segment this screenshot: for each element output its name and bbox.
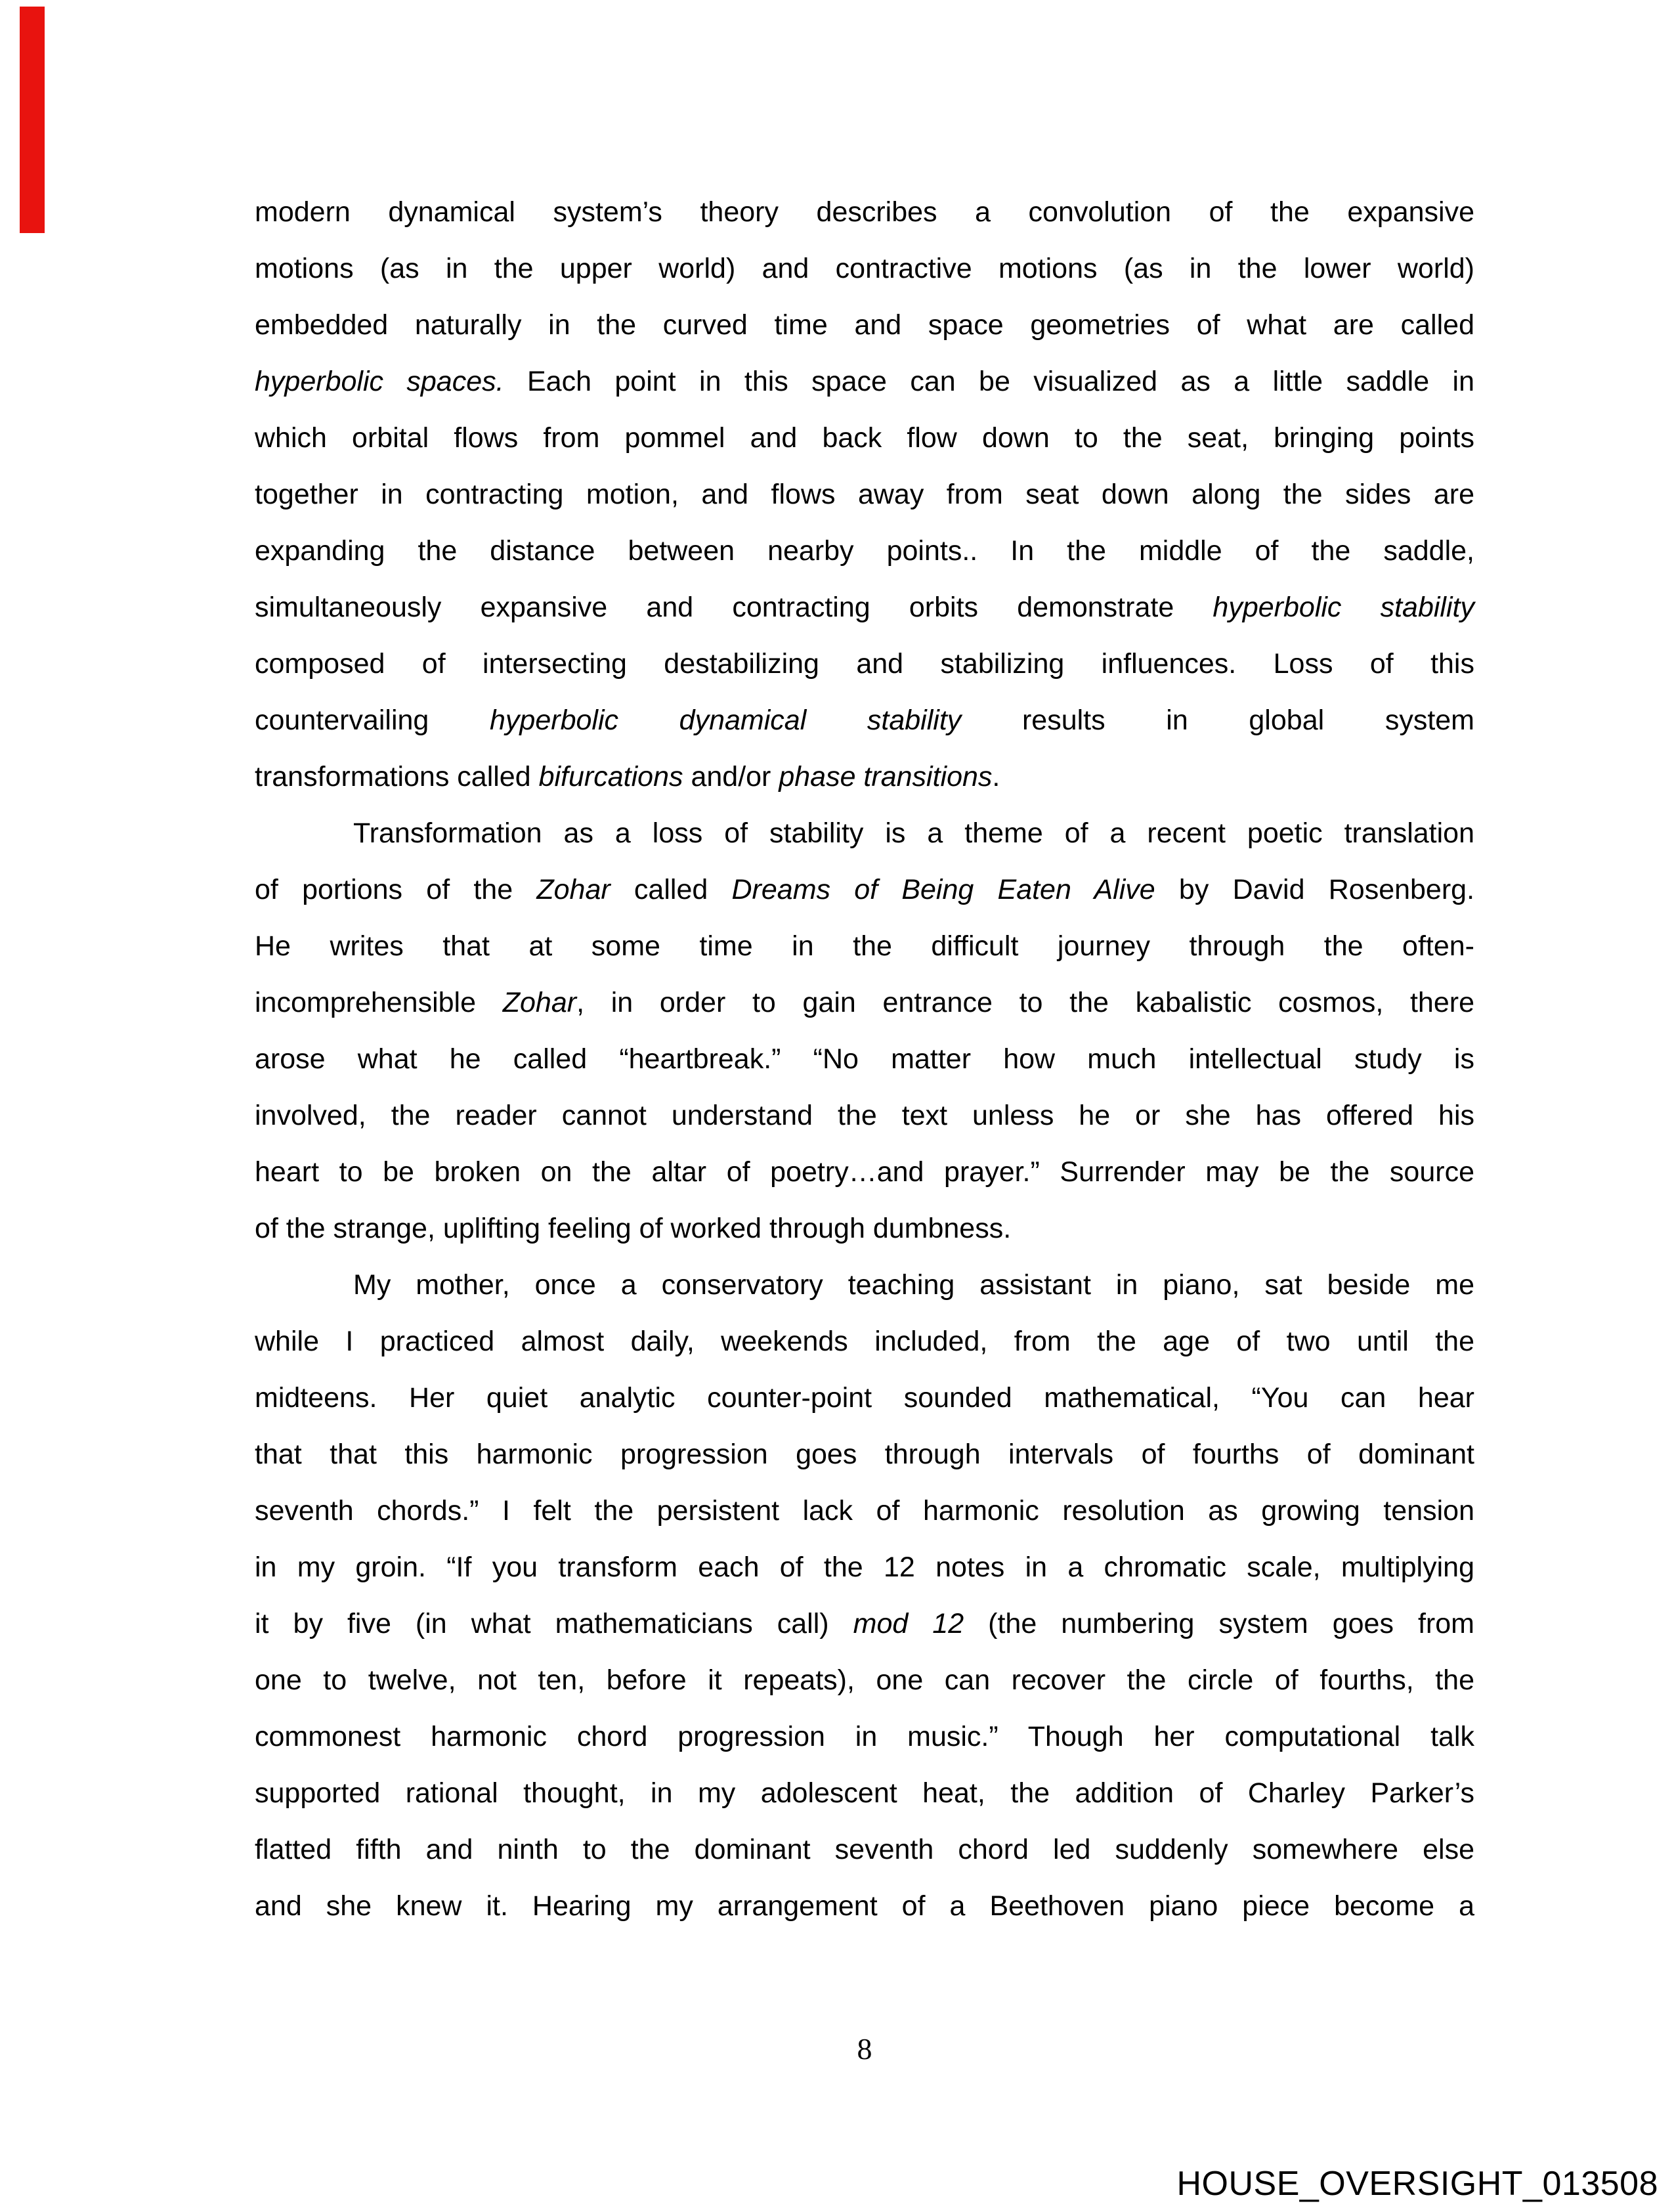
text-run: and she knew it. Hearing my arrangement of a Beethoven piano piece become a xyxy=(255,1890,1474,1922)
page-number: 8 xyxy=(857,2032,872,2066)
text-line xyxy=(255,974,1474,1031)
text-line xyxy=(255,579,1474,636)
text-line xyxy=(255,748,1474,805)
text-line xyxy=(255,692,1474,748)
text-line xyxy=(255,1539,1474,1595)
text-line xyxy=(255,1483,1474,1539)
text-run: modern dynamical system’s theory describes a convolution of the expansive xyxy=(255,196,1474,228)
text-run: and/or xyxy=(683,761,779,792)
text-run: it by five (in what mathematicians call) xyxy=(255,1608,853,1639)
text-run: midteens. Her quiet analytic counter-point sounded mathematical, “You can hear xyxy=(255,1382,1474,1414)
text-line xyxy=(255,918,1474,974)
text-run: seventh chords.” I felt the persistent lack of harmonic resolution as growing tension xyxy=(255,1495,1474,1527)
text-run: simultaneously expansive and contracting orbits demonstrate xyxy=(255,592,1213,623)
text-run: called xyxy=(610,874,732,905)
text-line xyxy=(255,1144,1474,1200)
text-run: expanding the distance between nearby points.. In the middle of the saddle, xyxy=(255,535,1474,567)
text-line xyxy=(255,1708,1474,1765)
text-line xyxy=(255,805,1474,861)
italic-text-run: Zohar xyxy=(502,987,577,1018)
text-line xyxy=(255,1595,1474,1652)
bates-stamp: HOUSE_OVERSIGHT_013508 xyxy=(1176,2165,1658,2203)
text-run: involved, the reader cannot understand the text unless he or she has offered his xyxy=(255,1100,1474,1131)
text-run: embedded naturally in the curved time and space geometries of what are called xyxy=(255,309,1474,341)
text-line xyxy=(255,297,1474,353)
italic-text-run: phase transitions xyxy=(779,761,993,792)
text-run: results in global system xyxy=(961,705,1475,736)
text-line xyxy=(255,466,1474,523)
text-line xyxy=(255,1878,1474,1934)
text-run: by David Rosenberg. xyxy=(1155,874,1475,905)
text-run: of the strange, uplifting feeling of worked through dumbness. xyxy=(255,1213,1012,1244)
text-run: , in order to gain entrance to the kabalistic cosmos, there xyxy=(576,987,1474,1018)
text-run: motions (as in the upper world) and contractive motions (as in the lower world) xyxy=(255,253,1474,284)
italic-text-run: hyperbolic stability xyxy=(1213,592,1474,623)
text-run: (the numbering system goes from xyxy=(964,1608,1474,1639)
text-line xyxy=(255,1031,1474,1087)
text-run: flatted fifth and ninth to the dominant seventh chord led suddenly somewhere else xyxy=(255,1834,1474,1865)
text-run: He writes that at some time in the difficult journey through the often- xyxy=(255,930,1474,962)
body-text xyxy=(255,184,1474,1934)
text-run: . xyxy=(992,761,1000,792)
text-line xyxy=(255,1313,1474,1370)
text-line xyxy=(255,1370,1474,1426)
text-line xyxy=(255,240,1474,297)
text-line xyxy=(255,1765,1474,1821)
italic-text-run: hyperbolic spaces. xyxy=(255,366,504,397)
text-run: which orbital flows from pommel and back flow down to the seat, bringing points xyxy=(255,422,1474,454)
text-line xyxy=(255,636,1474,692)
text-line xyxy=(255,410,1474,466)
text-line xyxy=(255,1257,1474,1313)
text-run: incomprehensible xyxy=(255,987,503,1018)
text-line xyxy=(255,184,1474,240)
italic-text-run: mod 12 xyxy=(853,1608,964,1639)
text-run: heart to be broken on the altar of poetry…and prayer.” Surrender may be the source xyxy=(255,1156,1474,1188)
text-run: arose what he called “heartbreak.” “No matter how much intellectual study is xyxy=(255,1043,1474,1075)
text-line xyxy=(255,1652,1474,1708)
text-line xyxy=(255,1087,1474,1144)
text-line xyxy=(255,861,1474,918)
text-run: one to twelve, not ten, before it repeats), one can recover the circle of fourths, the xyxy=(255,1664,1474,1696)
italic-text-run: hyperbolic dynamical stability xyxy=(490,705,962,736)
text-run: while I practiced almost daily, weekends included, from the age of two until the xyxy=(255,1326,1474,1357)
text-run: My mother, once a conservatory teaching assistant in piano, sat beside me xyxy=(353,1269,1474,1301)
text-run: that that this harmonic progression goes through intervals of fourths of dominant xyxy=(255,1439,1474,1470)
text-run: in my groin. “If you transform each of the 12 notes in a chromatic scale, multiplying xyxy=(255,1551,1474,1583)
text-line xyxy=(255,523,1474,579)
text-run: transformations called xyxy=(255,761,539,792)
text-run: of portions of the xyxy=(255,874,537,905)
text-line xyxy=(255,1200,1474,1257)
italic-text-run: Dreams of Being Eaten Alive xyxy=(731,874,1155,905)
text-run: composed of intersecting destabilizing and stabilizing influences. Loss of this xyxy=(255,648,1474,680)
red-mark-artifact xyxy=(20,7,45,233)
text-run: countervailing xyxy=(255,705,490,736)
italic-text-run: Zohar xyxy=(536,874,611,905)
italic-text-run: bifurcations xyxy=(538,761,683,792)
text-run: commonest harmonic chord progression in music.” Though her computational talk xyxy=(255,1721,1474,1752)
text-run: supported rational thought, in my adolescent heat, the addition of Charley Parker’s xyxy=(255,1777,1474,1809)
text-line xyxy=(255,1821,1474,1878)
text-line xyxy=(255,1426,1474,1483)
text-run: together in contracting motion, and flows away from seat down along the sides are xyxy=(255,479,1474,510)
text-run: Transformation as a loss of stability is a theme of a recent poetic translation xyxy=(353,817,1474,849)
text-line xyxy=(255,353,1474,410)
text-run: Each point in this space can be visualized as a little saddle in xyxy=(504,366,1475,397)
